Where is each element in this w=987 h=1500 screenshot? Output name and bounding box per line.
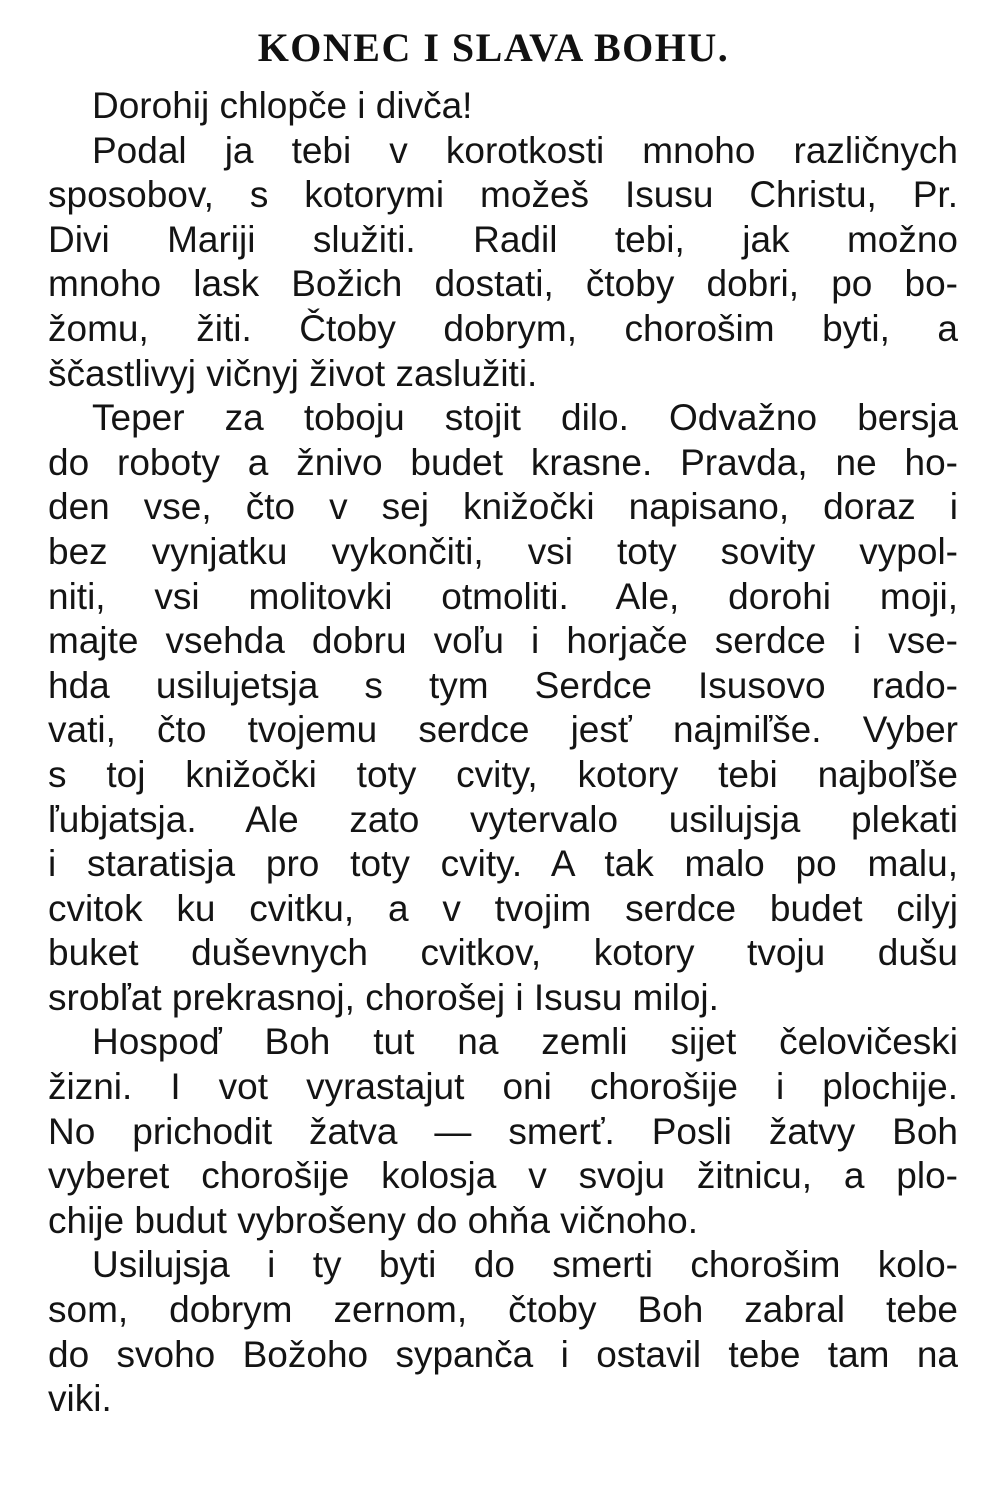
text-line: Dorohij chlopče i divča! [92,85,473,126]
text-line: buket duševnych cvitkov, kotory tvoju dušu [48,932,958,974]
text-line: hda usilujetsja s tym Serdce Isusovo rado- [48,664,958,706]
text-line: majte vsehda dobru voľu i horjače serdce i vse- [48,620,958,662]
text-line: s toj knižočki toty cvity, kotory tebi najboľše [48,753,958,795]
body-text [48,84,958,1422]
text-line: Divi Mariji služiti. Radil tebi, jak možno [48,218,958,260]
page-title: KONEC I SLAVA BOHU. [257,25,730,70]
text-line: srobľat prekrasnoj, chorošej i Isusu miloj. [48,976,719,1018]
text-line: do svoho Božoho sypanča i ostavil tebe tam na [48,1333,958,1375]
text-line: niti, vsi molitovki otmoliti. Ale, dorohi moji, [48,575,958,617]
text-line: sposobov, s kotorymi možeš Isusu Christu, Pr. [48,174,958,216]
text-line: i staratisja pro toty cvity. A tak malo po malu, [48,843,958,885]
text-line: bez vynjatku vykončiti, vsi toty sovity vypol- [48,530,958,572]
text-line: žizni. I vot vyrastajut oni chorošije i plochije. [48,1066,958,1108]
text-line: do roboty a žnivo budet krasne. Pravda, ne ho- [48,441,958,483]
text-line: som, dobrym zernom, čtoby Boh zabral tebe [48,1289,958,1331]
text-line: chije budut vybrošeny do ohňa vičnoho. [48,1199,698,1241]
text-line: mnoho lask Božich dostati, čtoby dobri, po bo- [48,263,958,305]
text-line: No prichodit žatva — smerť. Posli žatvy Boh [48,1110,958,1152]
text-line: vyberet chorošije kolosja v svoju žitnicu, a plo- [48,1155,958,1197]
text-line: ščastlivyj vičnyj život zaslužiti. [48,352,538,394]
text-line: vati, čto tvojemu serdce jesť najmiľše. Vyber [48,709,958,751]
text-line: viki. [48,1378,112,1420]
text-line: den vse, čto v sej knižočki napisano, doraz i [48,486,958,528]
text-line: Podal ja tebi v korotkosti mnoho različnych [92,129,958,171]
text-line: cvitok ku cvitku, a v tvojim serdce budet cilyj [48,887,958,929]
text-line: Usilujsja i ty byti do smerti chorošim kolo- [92,1244,958,1286]
text-line: Hospoď Boh tut na zemli sijet čelovičeski [92,1021,958,1063]
text-line: ľubjatsja. Ale zato vytervalo usilujsja plekati [48,798,958,840]
text-line: Teper za toboju stojit dilo. Odvažno bersja [92,397,958,439]
text-line: žomu, žiti. Čtoby dobrym, chorošim byti, a [48,307,958,349]
